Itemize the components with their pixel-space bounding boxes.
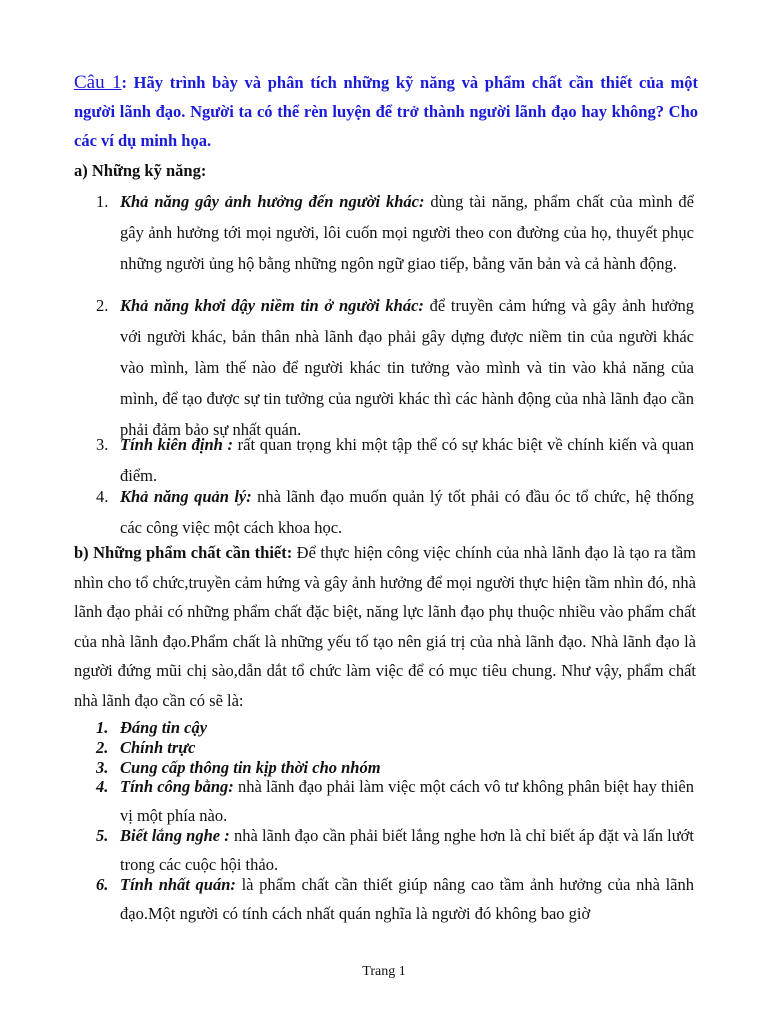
item-text: để truyền cảm hứng và gây ảnh hưởng với người khác, bản thân nhà lãnh đạo phải gây dựng được niềm tin của người khác vào mình, làm thế nào để người khác tin tưởng vào mình và tin vào khả năng của mình, để tạo được sự tin tưởng của người khác thì các hành động của nhà lãnh đạo cần phải đảm bảo sự nhất quán. [120, 296, 694, 439]
section-b-heading: b) Những phẩm chất cần thiết: [74, 543, 293, 562]
item-text: là phẩm chất cần thiết giúp nâng cao tầm ảnh hưởng của nhà lãnh đạo.Một người có tính cách nhất quán nghĩa là người đó không bao giờ [120, 875, 694, 923]
skill-item [96, 481, 694, 543]
page-footer: Trang 1 [362, 964, 406, 979]
item-term: Chính trực [120, 738, 196, 757]
item-number: 3. [96, 435, 109, 454]
section-b-text: Để thực hiện công việc chính của nhà lãnh đạo là tạo ra tầm nhìn cho tổ chức,truyền cảm hứng và gây ảnh hưởng để mọi người thực hiện tầm nhìn đó, nhà lãnh đạo phải có những phẩm chất đặc biệt, năng lực lãnh đạo phụ thuộc nhiều vào phẩm chất của nhà lãnh đạo.Phẩm chất là những yếu tố tạo nên giá trị của nhà lãnh đạo. Nhà lãnh đạo là người đứng mũi chị sào,dẫn dắt tổ chức làm việc để có mục tiêu chung. Như vậy, phẩm chất nhà lãnh đạo cần có sẽ là: [74, 543, 696, 710]
item-number: 2. [96, 296, 109, 315]
item-number: 2. [96, 738, 109, 757]
item-term: Cung cấp thông tin kịp thời cho nhóm [120, 758, 381, 777]
item-number: 4. [96, 487, 109, 506]
item-term: Đáng tin cậy [120, 718, 208, 737]
item-text: nhà lãnh đạo muốn quản lý tốt phải có đầu óc tổ chức, hệ thống các công việc một cách khoa học. [120, 487, 694, 537]
item-number: 1. [96, 718, 109, 737]
quality-item [96, 738, 195, 758]
item-text: dùng tài năng, phẩm chất của mình để gây ảnh hưởng tới mọi người, lôi cuốn mọi người theo con đường của họ, thuyết phục những người ủng hộ bằng những ngôn ngữ giao tiếp, bằng văn bản và cả hành động. [120, 192, 694, 273]
skill-item [96, 186, 694, 279]
skill-item [96, 290, 694, 445]
item-text: nhà lãnh đạo phải làm việc một cách vô tư không phân biệt hay thiên vị một phía nào. [120, 777, 695, 825]
item-number: 1. [96, 192, 109, 211]
item-term: Khả năng khơi dậy niềm tin ở người khác: [120, 296, 424, 315]
quality-item [96, 718, 207, 738]
item-number: 5. [96, 826, 109, 845]
item-term: Tính nhất quán: [120, 875, 236, 894]
item-number: 6. [96, 875, 109, 894]
item-number: 4. [96, 777, 109, 796]
item-term: Khả năng gây ảnh hưởng đến người khác: [120, 192, 425, 211]
question-text: : Hãy trình bày và phân tích những kỹ năng và phẩm chất cần thiết của một người lãnh đạo. Người ta có thể rèn luyện để trở thành người lãnh đạo hay không? Cho các ví dụ minh họa. [74, 73, 698, 150]
question-title [74, 68, 698, 155]
item-term: Tính kiên định : [120, 435, 233, 454]
item-term: Biết lắng nghe : [120, 826, 230, 845]
item-term: Khả năng quản lý: [120, 487, 252, 506]
item-term: Tính công bằng: [120, 777, 234, 796]
question-label: Câu 1 [74, 72, 122, 93]
section-a-heading: a) Những kỹ năng: [74, 161, 207, 180]
item-number: 3. [96, 758, 109, 777]
item-text: nhà lãnh đạo cần phải biết lắng nghe hơn là chỉ biết áp đặt và lấn lướt trong các cuộc hội thảo. [120, 826, 694, 874]
quality-item [96, 870, 694, 928]
section-b-paragraph [74, 538, 696, 715]
item-text: rất quan trọng khi một tập thể có sự khác biệt về chính kiến và quan điểm. [120, 435, 694, 485]
